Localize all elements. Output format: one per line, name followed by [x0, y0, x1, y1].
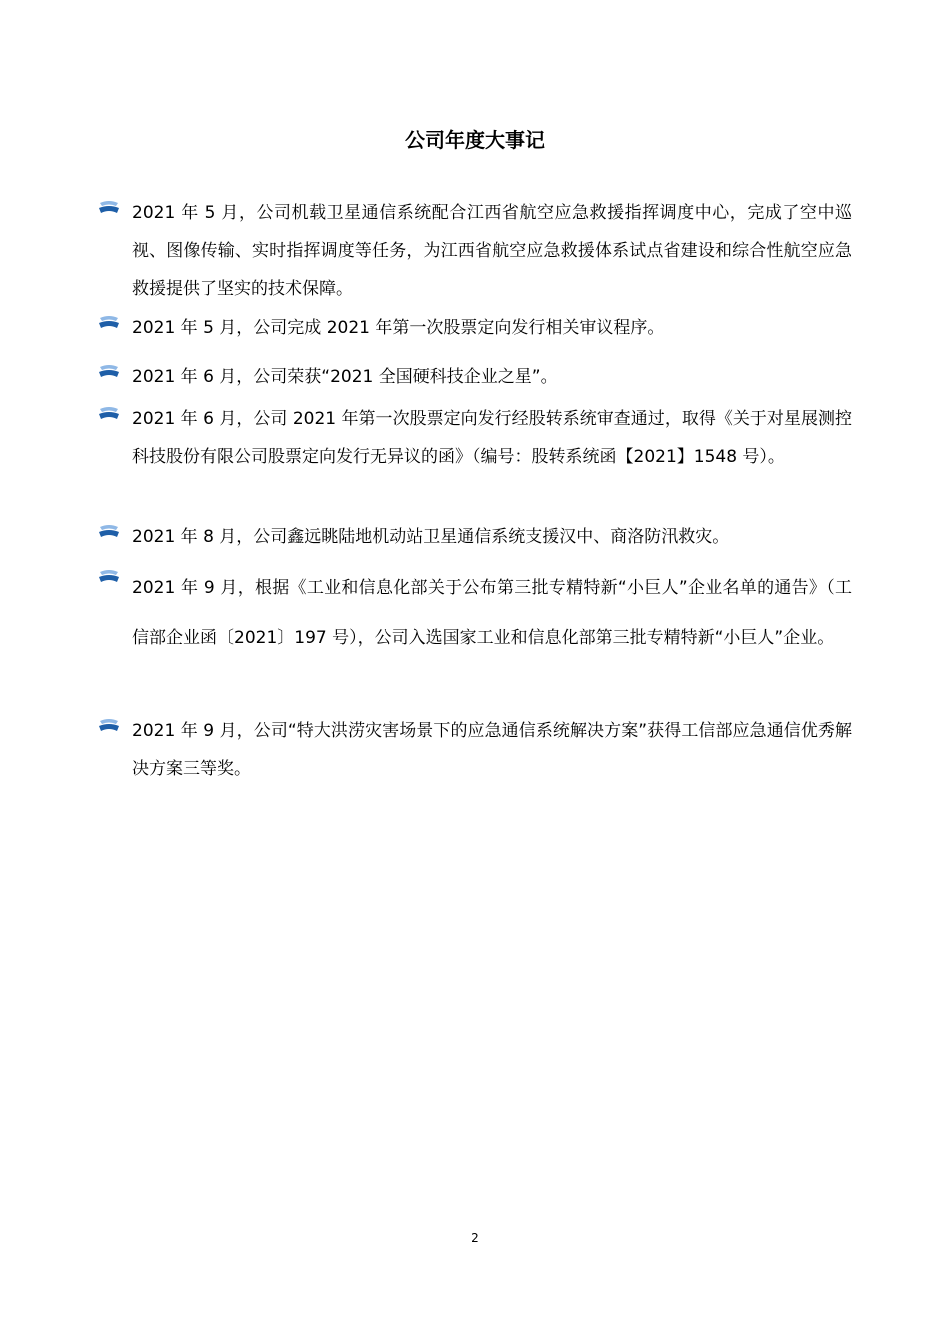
event-text: 2021 年 8 月，公司鑫远眺陆地机动站卫星通信系统支援汉中、商洛防汛救灾。	[132, 527, 730, 547]
event-text: 2021 年 6 月，公司 2021 年第一次股票定向发行经股转系统审查通过，取得《关于对星展测控科技股份有限公司股票定向发行无异议的函》（编号：股转系统函【2021】1548 号）。	[132, 409, 852, 467]
bullet-icon	[98, 364, 120, 380]
event-text: 2021 年 5 月，公司完成 2021 年第一次股票定向发行相关审议程序。	[132, 318, 665, 338]
page-title: 公司年度大事记	[405, 128, 545, 152]
event-text: 2021 年 9 月，公司“特大洪涝灾害场景下的应急通信系统解决方案”获得工信部应急通信优秀解决方案三等奖。	[132, 721, 852, 779]
bullet-icon	[98, 315, 120, 331]
event-text: 2021 年 9 月，根据《工业和信息化部关于公布第三批专精特新“小巨人”企业名单的通告》（工信部企业函〔2021〕197 号），公司入选国家工业和信息化部第三批专精特新“小巨人”企业。	[132, 578, 852, 648]
bullet-icon	[98, 524, 120, 540]
bullet-icon	[98, 569, 120, 585]
event-text: 2021 年 6 月，公司荣获“2021 全国硬科技企业之星”。	[132, 367, 558, 387]
event-text: 2021 年 5 月，公司机载卫星通信系统配合江西省航空应急救援指挥调度中心，完成了空中巡视、图像传输、实时指挥调度等任务，为江西省航空应急救援体系试点省建设和综合性航空应急救援提供了坚实的技术保障。	[132, 203, 852, 299]
page-number: 2	[471, 1231, 479, 1245]
bullet-icon	[98, 200, 120, 216]
bullet-icon	[98, 718, 120, 734]
bullet-icon	[98, 406, 120, 422]
